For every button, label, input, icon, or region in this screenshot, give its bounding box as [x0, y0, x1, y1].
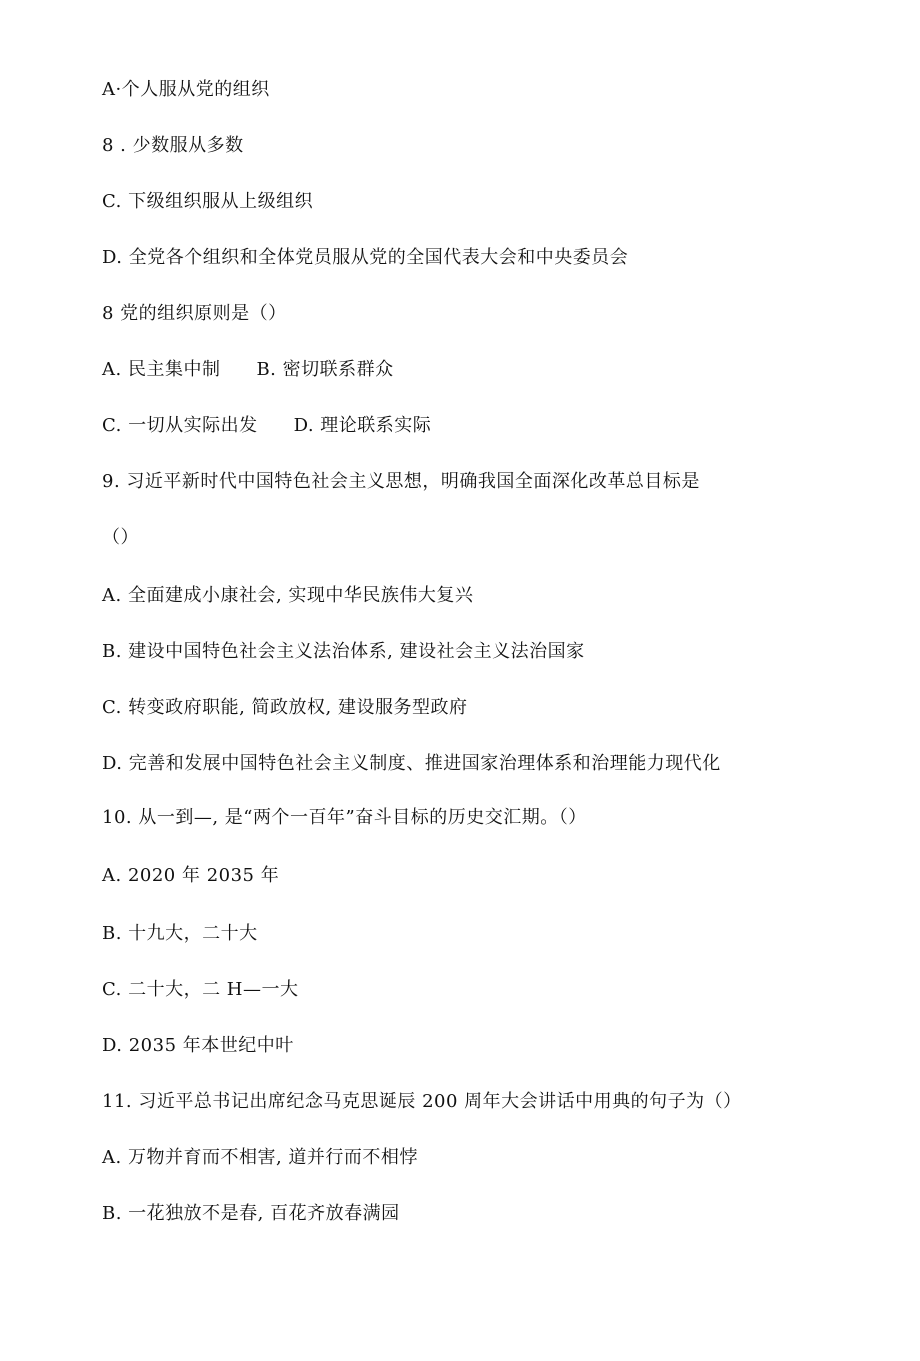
- q9-option-d: D. 完善和发展中国特色社会主义制度、推进国家治理体系和治理能力现代化: [102, 753, 721, 774]
- option-d-whole-party: D. 全党各个组织和全体党员服从党的全国代表大会和中央委员会: [102, 247, 629, 268]
- q10-option-d: D. 2035 年本世纪中叶: [102, 1035, 294, 1056]
- q11-option-b: B. 一花独放不是春, 百花齐放春满园: [102, 1203, 400, 1224]
- option-b-minority: 8 . 少数服从多数: [102, 135, 244, 156]
- q8-option-c: C. 一切从实际出发: [102, 415, 258, 436]
- question-11: 11. 习近平总书记出席纪念马克思诞辰 200 周年大会讲话中用典的句子为（）: [102, 1091, 742, 1112]
- q9-option-b: B. 建设中国特色社会主义法治体系, 建设社会主义法治国家: [102, 641, 585, 662]
- question-9-blank: （）: [102, 527, 139, 548]
- q11-option-a: A. 万物并育而不相害, 道并行而不相悖: [102, 1147, 418, 1168]
- q8-option-b: B. 密切联系群众: [256, 359, 394, 380]
- q10-option-b: B. 十九大，二十大: [102, 923, 258, 944]
- question-8: 8 党的组织原则是（）: [102, 303, 287, 324]
- question-10: 10. 从一到—, 是“两个一百年”奋斗目标的历史交汇期。（）: [102, 807, 587, 828]
- q8-option-a: A. 民主集中制: [102, 359, 221, 380]
- q10-option-c: C. 二十大，二 H—一大: [102, 979, 299, 1000]
- question-9: 9. 习近平新时代中国特色社会主义思想，明确我国全面深化改革总目标是: [102, 471, 700, 492]
- option-c-lower-level: C. 下级组织服从上级组织: [102, 191, 314, 212]
- q8-option-d: D. 理论联系实际: [293, 415, 432, 436]
- question-8-options-row-2: [102, 414, 431, 438]
- q9-option-a: A. 全面建成小康社会, 实现中华民族伟大复兴: [102, 585, 474, 606]
- q9-option-c: C. 转变政府职能, 简政放权, 建设服务型政府: [102, 697, 468, 718]
- option-a-individual: A·个人服从党的组织: [102, 79, 270, 100]
- question-8-options-row-1: [102, 358, 394, 382]
- q10-option-a: A. 2020 年 2035 年: [102, 865, 280, 886]
